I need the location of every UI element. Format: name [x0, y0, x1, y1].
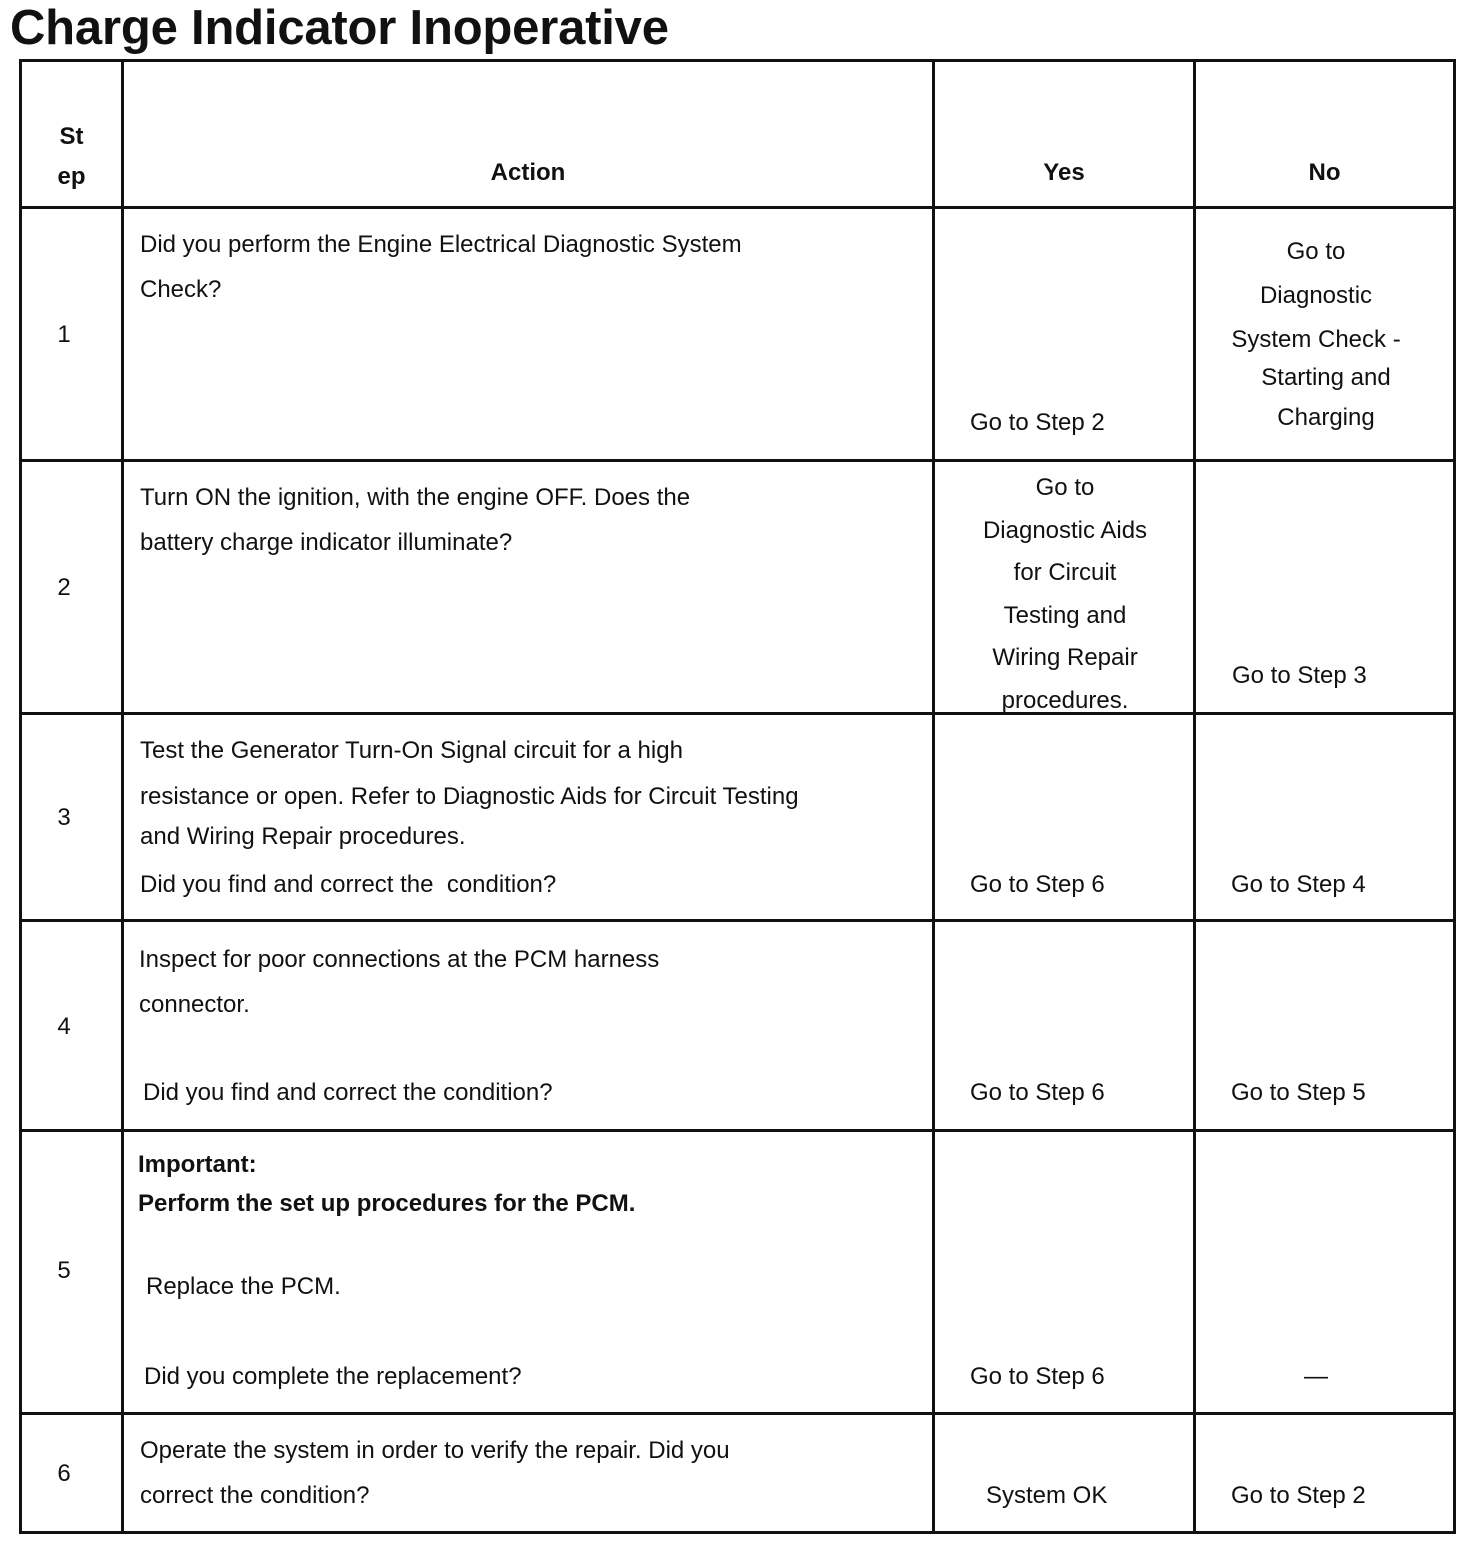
action-text: connector. — [139, 991, 250, 1018]
action-question: Did you find and correct the condition? — [140, 871, 557, 898]
table-border-bottom — [19, 1531, 1456, 1534]
row-divider — [19, 712, 1456, 715]
yes-outcome: Go to Step 2 — [970, 409, 1105, 436]
yes-outcome-line: Testing and — [1003, 601, 1127, 629]
page-title: Charge Indicator Inoperative — [10, 1, 669, 55]
yes-outcome-line: Wiring Repair — [992, 644, 1138, 671]
action-text: and Wiring Repair procedures. — [140, 823, 466, 850]
yes-outcome-line: procedures. — [1001, 686, 1129, 714]
step-number: 5 — [57, 1257, 71, 1284]
action-text: Test the Generator Turn-On Signal circuit for a high — [140, 737, 683, 764]
table-border-right — [1453, 59, 1456, 1534]
action-text: Inspect for poor connections at the PCM harness — [139, 946, 660, 973]
action-text: battery charge indicator illuminate? — [140, 529, 513, 556]
action-text: Replace the PCM. — [146, 1273, 341, 1300]
action-text: correct the condition? — [140, 1482, 370, 1509]
yes-outcome — [945, 467, 1185, 722]
row-divider — [19, 1412, 1456, 1415]
yes-outcome-line: for Circuit — [1013, 559, 1117, 586]
no-outcome: Go to Step 5 — [1231, 1079, 1366, 1106]
yes-outcome: Go to Step 6 — [970, 871, 1105, 898]
row-divider — [19, 206, 1456, 209]
action-text: Check? — [140, 276, 222, 303]
action-text: Turn ON the ignition, with the engine OFF. Does the — [140, 484, 691, 511]
action-text: Operate the system in order to verify the repair. Did you — [140, 1437, 730, 1464]
row-divider — [19, 919, 1456, 922]
no-outcome-line: Diagnostic — [1259, 282, 1373, 309]
column-divider — [932, 59, 935, 1534]
no-outcome: Go to Step 4 — [1231, 871, 1366, 898]
header-step-line1: St — [59, 123, 84, 150]
step-number: 3 — [57, 804, 71, 831]
step-number: 1 — [57, 321, 71, 348]
action-text: resistance or open. Refer to Diagnostic Aids for Circuit Testing — [140, 783, 799, 810]
header-action: Action — [490, 159, 566, 186]
header-no: No — [1308, 159, 1341, 186]
no-outcome: Go to Step 3 — [1232, 662, 1367, 689]
step-number: 4 — [57, 1013, 71, 1040]
step-number: 2 — [57, 574, 71, 601]
yes-outcome-line: Go to — [1035, 474, 1095, 501]
action-text: Did you perform the Engine Electrical Diagnostic System — [140, 231, 742, 258]
row-divider — [19, 1129, 1456, 1132]
step-number: 6 — [57, 1460, 71, 1487]
header-yes: Yes — [1043, 159, 1085, 186]
header-step-line2: ep — [57, 163, 86, 190]
no-outcome-line: System Check - — [1231, 326, 1401, 353]
header-step — [22, 117, 121, 197]
table-border-top — [19, 59, 1456, 62]
action-question: Did you find and correct the condition? — [143, 1079, 553, 1106]
important-label: Important: — [138, 1151, 257, 1178]
no-outcome-line: Starting and — [1261, 364, 1391, 391]
row-divider — [19, 459, 1456, 462]
no-outcome: Go to Step 2 — [1231, 1482, 1366, 1509]
important-text: Perform the set up procedures for the PCM. — [138, 1190, 636, 1217]
no-outcome-line: Go to — [1286, 238, 1346, 265]
yes-outcome-line: Diagnostic Aids — [982, 516, 1148, 544]
column-divider — [121, 59, 124, 1534]
action-question: Did you complete the replacement? — [144, 1363, 522, 1390]
no-outcome — [1206, 358, 1446, 438]
yes-outcome: Go to Step 6 — [970, 1079, 1105, 1106]
no-outcome — [1196, 230, 1436, 362]
no-outcome: — — [1304, 1363, 1328, 1390]
no-outcome-line: Charging — [1277, 404, 1375, 431]
yes-outcome: System OK — [986, 1482, 1108, 1509]
yes-outcome: Go to Step 6 — [970, 1363, 1105, 1390]
table-border-left — [19, 59, 22, 1534]
